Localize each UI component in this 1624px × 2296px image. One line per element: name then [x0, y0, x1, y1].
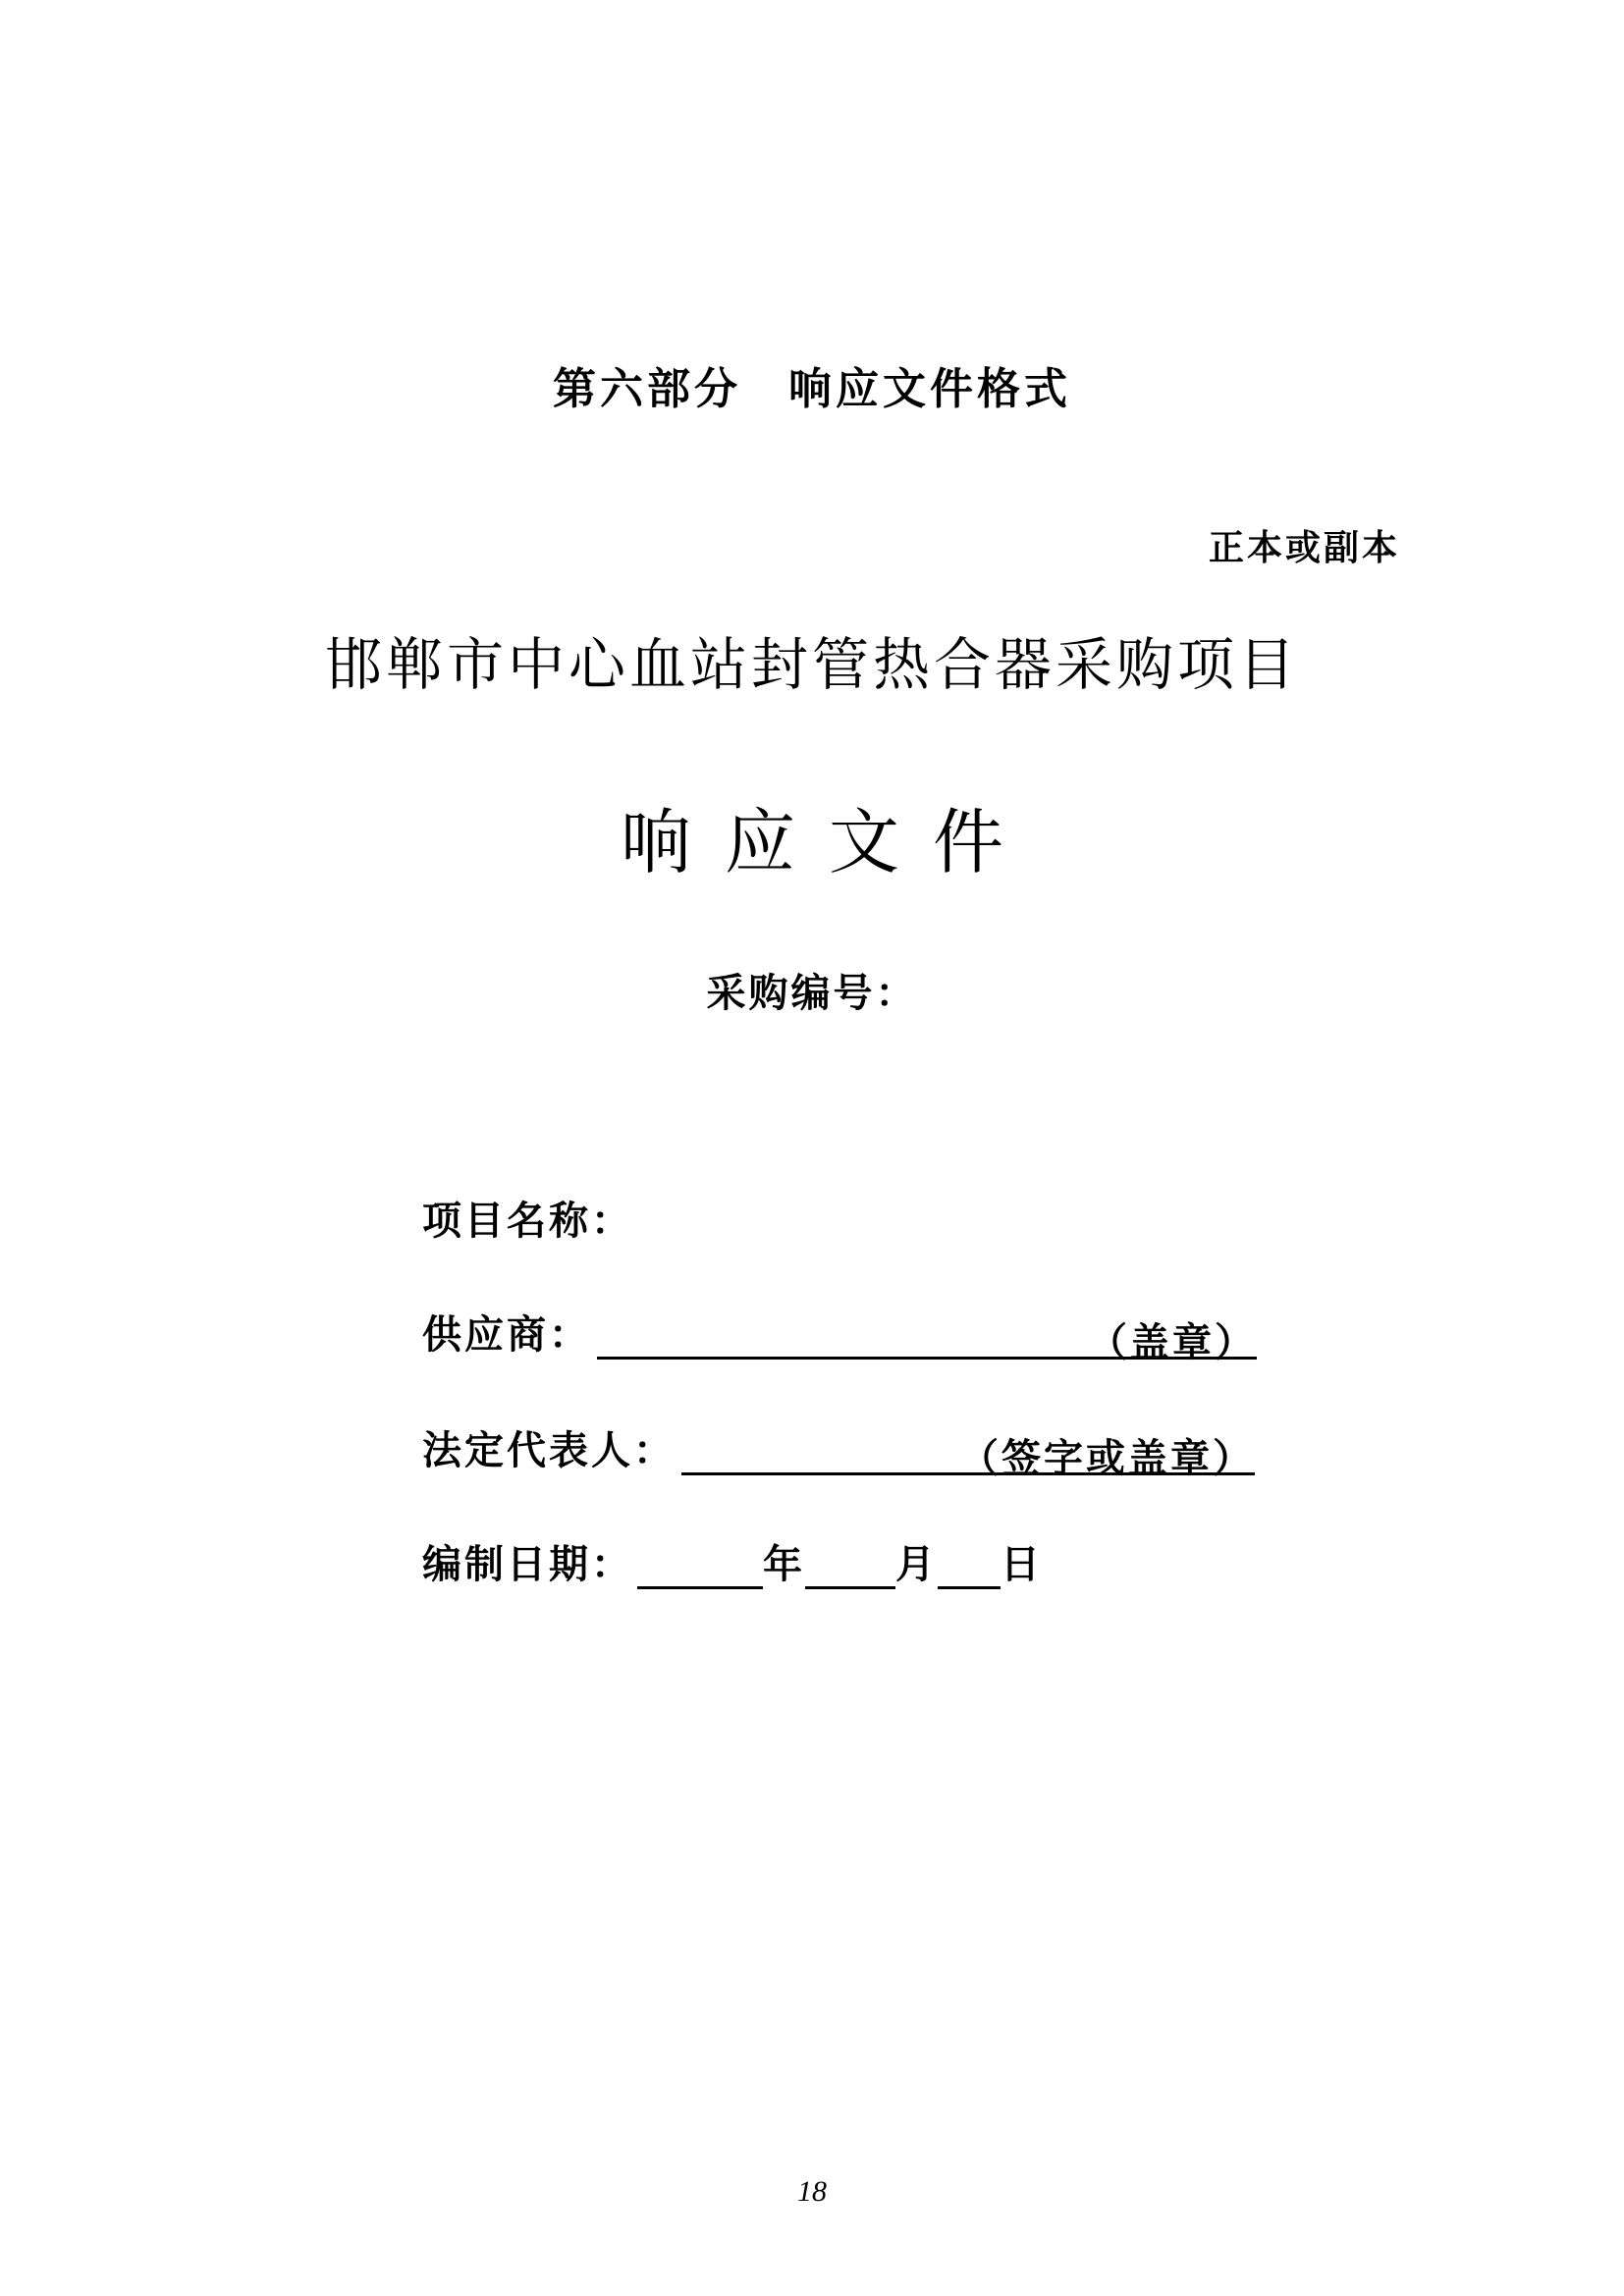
date-label: 编制日期： [422, 1542, 633, 1587]
project-name-row [422, 1190, 633, 1246]
project-name-label: 项目名称： [422, 1199, 633, 1244]
page-number: 18 [797, 2175, 827, 2208]
year-blank-line [637, 1541, 763, 1589]
supplier-row [422, 1304, 1257, 1365]
legal-rep-label: 法定代表人： [422, 1428, 676, 1473]
project-title: 邯郸市中心血站封管热合器采购项目 [324, 631, 1299, 698]
copy-label: 正本或副本 [1208, 528, 1400, 568]
legal-rep-note: （签字或盖章） [959, 1436, 1255, 1481]
year-label: 年 [763, 1542, 805, 1587]
legal-rep-blank-line [681, 1427, 1255, 1481]
legal-rep-row [422, 1419, 1255, 1481]
day-label: 日 [1001, 1542, 1043, 1587]
month-label: 月 [895, 1542, 938, 1587]
day-blank-line [938, 1541, 1001, 1589]
month-blank-line [805, 1541, 895, 1589]
document-title: 响应文件 [620, 801, 1037, 883]
supplier-blank-line [597, 1311, 1257, 1365]
date-row [422, 1533, 1043, 1589]
section-heading: 第六部分 响应文件格式 [553, 364, 1071, 414]
procurement-number-label: 采购编号： [706, 971, 918, 1016]
supplier-seal-note: （盖章） [1088, 1320, 1257, 1365]
supplier-label: 供应商： [422, 1312, 591, 1358]
